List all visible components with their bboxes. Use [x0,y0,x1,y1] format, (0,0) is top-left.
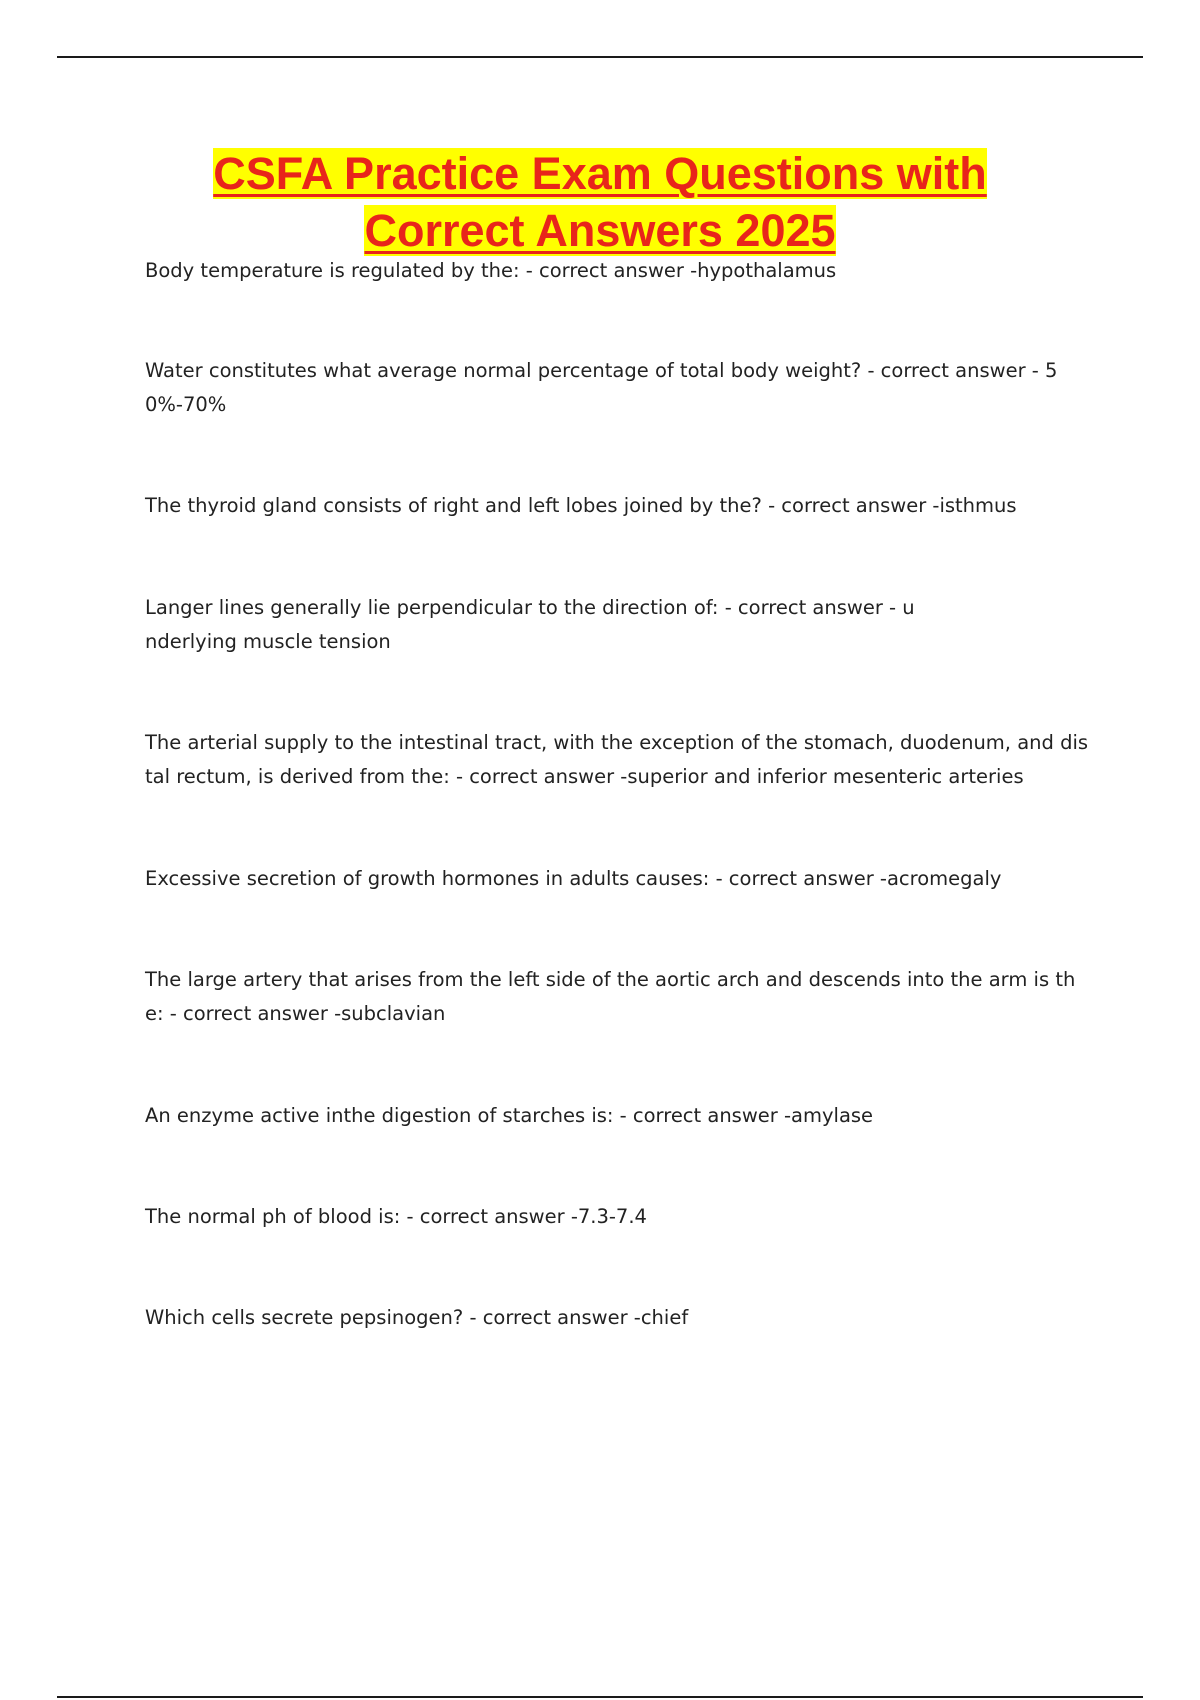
question-item-7: The large artery that arises from the left side of the aortic arch and descends into the arm is the: - correct answer -subclavian [145,968,1076,1025]
question-item-8: An enzyme active inthe digestion of starches is: - correct answer -amylase [145,1104,874,1127]
question-item-9: The normal ph of blood is: - correct answer -7.3-7.4 [145,1205,647,1228]
question-item-1: Body temperature is regulated by the: - correct answer -hypothalamus [145,259,837,282]
footer-rule [57,1696,1143,1698]
question-item-5: The arterial supply to the intestinal tract, with the exception of the stomach, duodenum, and distal rectum, is derived from the: - correct answer -superior and inferior mesenteric arteries [145,731,1089,788]
title-line-2: Correct Answers 2025 [364,205,836,256]
question-item-2: Water constitutes what average normal percentage of total body weight? - correct answer - 50%-70% [145,359,1058,416]
question-item-10: Which cells secrete pepsinogen? - correct answer -chief [145,1306,689,1329]
question-item-3: The thyroid gland consists of right and left lobes joined by the? - correct answer -isthmus [145,494,1017,517]
page-title [0,145,1200,259]
header-rule [57,56,1143,58]
title-line-1: CSFA Practice Exam Questions with [213,148,987,199]
question-item-4: Langer lines generally lie perpendicular to the direction of: - correct answer - underlying muscle tension [145,596,915,653]
question-item-6: Excessive secretion of growth hormones in adults causes: - correct answer -acromegaly [145,867,1002,890]
